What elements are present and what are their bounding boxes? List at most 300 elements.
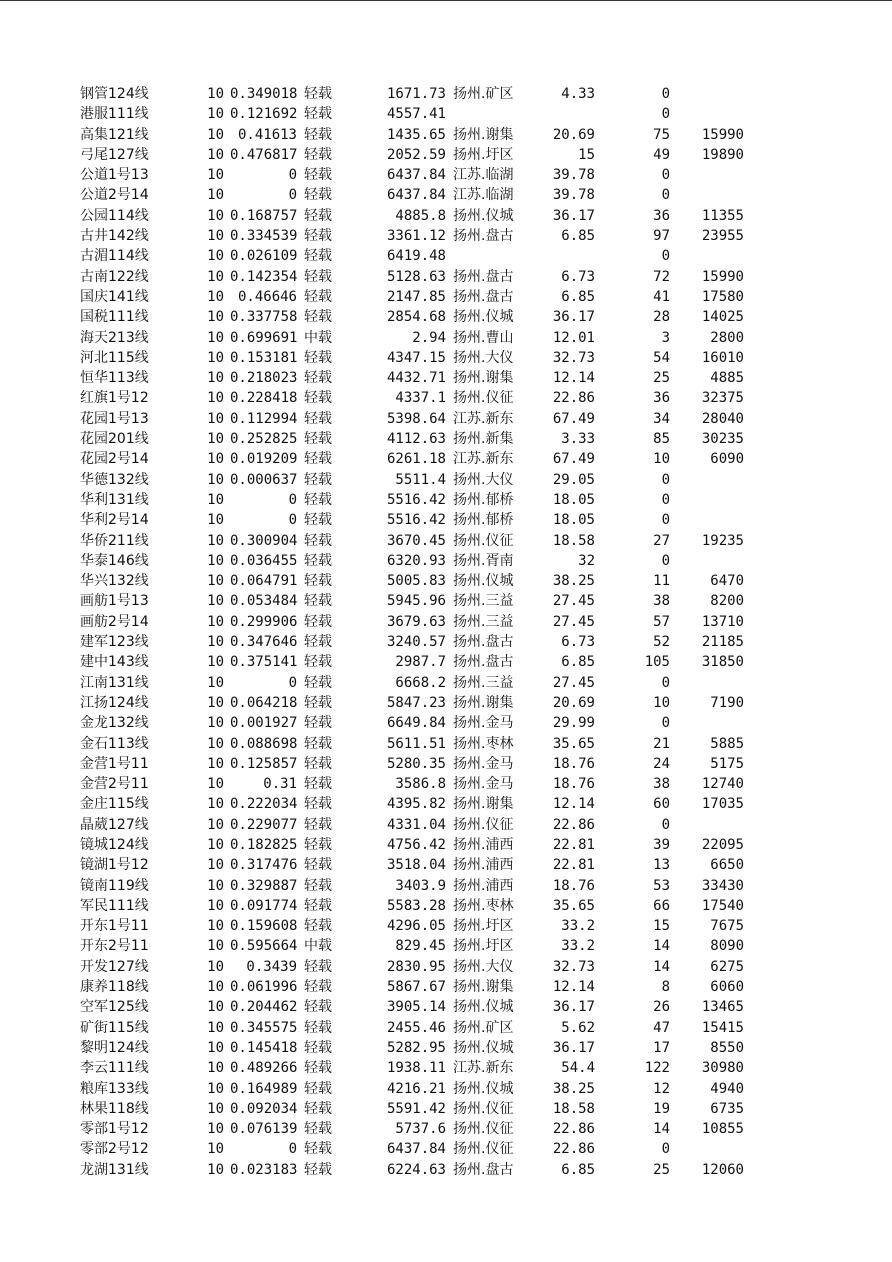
load-status-cell[interactable]: 轻载 bbox=[304, 857, 332, 874]
length-cell[interactable]: 18.05 bbox=[552, 491, 595, 508]
line-name-cell[interactable]: 建军123线 bbox=[80, 634, 149, 651]
capacity-kva-cell[interactable]: 10855 bbox=[701, 1121, 744, 1138]
length-cell[interactable]: 27.45 bbox=[552, 613, 595, 630]
line-name-cell[interactable]: 开发127线 bbox=[80, 958, 149, 975]
length-cell[interactable]: 4.33 bbox=[561, 86, 595, 102]
transformer-count-cell[interactable]: 13 bbox=[653, 857, 670, 874]
substation-cell[interactable]: 扬州.仪征 bbox=[453, 1121, 514, 1138]
spare-capacity-cell[interactable]: 4395.82 bbox=[386, 796, 446, 813]
load-status-cell[interactable]: 轻载 bbox=[304, 167, 332, 184]
line-name-cell[interactable]: 河北115线 bbox=[80, 349, 149, 366]
load-rate-cell[interactable]: 0.334539 bbox=[230, 228, 298, 245]
line-name-cell[interactable]: 康养118线 bbox=[80, 979, 149, 996]
voltage-cell[interactable]: 10 bbox=[207, 715, 224, 732]
line-name-cell[interactable]: 镜城124线 bbox=[80, 836, 149, 853]
capacity-kva-cell[interactable]: 13710 bbox=[701, 613, 744, 630]
load-rate-cell[interactable]: 0.000637 bbox=[230, 471, 298, 488]
spare-capacity-cell[interactable]: 4756.42 bbox=[386, 836, 446, 853]
transformer-count-cell[interactable]: 0 bbox=[661, 1141, 670, 1158]
line-name-cell[interactable]: 国税111线 bbox=[80, 309, 149, 326]
transformer-count-cell[interactable]: 105 bbox=[644, 654, 670, 671]
substation-cell[interactable]: 扬州.谢集 bbox=[453, 126, 514, 143]
spare-capacity-cell[interactable]: 4337.1 bbox=[395, 390, 446, 407]
capacity-kva-cell[interactable]: 8090 bbox=[710, 938, 744, 955]
substation-cell[interactable]: 扬州.仪征 bbox=[453, 532, 514, 549]
substation-cell[interactable]: 扬州.新集 bbox=[453, 431, 514, 448]
load-status-cell[interactable]: 轻载 bbox=[304, 390, 332, 407]
load-status-cell[interactable]: 轻载 bbox=[304, 918, 332, 935]
voltage-cell[interactable]: 10 bbox=[207, 532, 224, 549]
length-cell[interactable]: 32.73 bbox=[552, 958, 595, 975]
substation-cell[interactable]: 江苏.临湖 bbox=[453, 167, 514, 184]
length-cell[interactable]: 12.14 bbox=[552, 796, 595, 813]
load-rate-cell[interactable]: 0.489266 bbox=[230, 1060, 298, 1077]
spare-capacity-cell[interactable]: 3670.45 bbox=[386, 532, 446, 549]
load-rate-cell[interactable]: 0.349018 bbox=[230, 86, 298, 102]
substation-cell[interactable]: 扬州.枣林 bbox=[453, 897, 514, 914]
substation-cell[interactable]: 扬州.郁桥 bbox=[453, 512, 514, 529]
load-status-cell[interactable]: 中载 bbox=[304, 329, 332, 346]
load-status-cell[interactable]: 轻载 bbox=[304, 1019, 332, 1036]
spare-capacity-cell[interactable]: 4347.15 bbox=[386, 349, 446, 366]
capacity-kva-cell[interactable]: 12740 bbox=[701, 776, 744, 793]
substation-cell[interactable]: 扬州.盘古 bbox=[453, 634, 514, 651]
transformer-count-cell[interactable]: 57 bbox=[653, 613, 670, 630]
voltage-cell[interactable]: 10 bbox=[207, 755, 224, 772]
load-rate-cell[interactable]: 0.036455 bbox=[230, 552, 298, 569]
line-name-cell[interactable]: 金营1号11 bbox=[80, 755, 149, 772]
capacity-kva-cell[interactable]: 6090 bbox=[710, 451, 744, 468]
load-rate-cell[interactable]: 0.229077 bbox=[230, 816, 298, 833]
substation-cell[interactable]: 扬州.金马 bbox=[453, 776, 514, 793]
load-status-cell[interactable]: 轻载 bbox=[304, 674, 332, 691]
length-cell[interactable]: 35.65 bbox=[552, 735, 595, 752]
load-rate-cell[interactable]: 0.300904 bbox=[230, 532, 298, 549]
transformer-count-cell[interactable]: 28 bbox=[653, 309, 670, 326]
capacity-kva-cell[interactable]: 15990 bbox=[701, 268, 744, 285]
transformer-count-cell[interactable]: 21 bbox=[653, 735, 670, 752]
capacity-kva-cell[interactable]: 5885 bbox=[710, 735, 744, 752]
capacity-kva-cell[interactable]: 15990 bbox=[701, 126, 744, 143]
transformer-count-cell[interactable]: 0 bbox=[661, 86, 670, 102]
load-rate-cell[interactable]: 0.345575 bbox=[230, 1019, 298, 1036]
voltage-cell[interactable]: 10 bbox=[207, 187, 224, 204]
spare-capacity-cell[interactable]: 6668.2 bbox=[395, 674, 446, 691]
voltage-cell[interactable]: 10 bbox=[207, 877, 224, 894]
load-status-cell[interactable]: 轻载 bbox=[304, 654, 332, 671]
line-name-cell[interactable]: 华利131线 bbox=[80, 491, 149, 508]
load-rate-cell[interactable]: 0.026109 bbox=[230, 248, 298, 265]
capacity-kva-cell[interactable]: 6275 bbox=[710, 958, 744, 975]
spare-capacity-cell[interactable]: 6419.48 bbox=[386, 248, 446, 265]
load-rate-cell[interactable]: 0.41613 bbox=[237, 126, 297, 143]
substation-cell[interactable]: 扬州.大仪 bbox=[453, 958, 514, 975]
transformer-count-cell[interactable]: 0 bbox=[661, 187, 670, 204]
length-cell[interactable]: 22.86 bbox=[552, 816, 595, 833]
line-name-cell[interactable]: 龙湖131线 bbox=[80, 1161, 149, 1178]
line-name-cell[interactable]: 黎明124线 bbox=[80, 1039, 149, 1056]
substation-cell[interactable]: 扬州.胥南 bbox=[453, 552, 514, 569]
load-status-cell[interactable]: 轻载 bbox=[304, 999, 332, 1016]
transformer-count-cell[interactable]: 54 bbox=[653, 349, 670, 366]
voltage-cell[interactable]: 10 bbox=[207, 999, 224, 1016]
line-name-cell[interactable]: 矿街115线 bbox=[80, 1019, 149, 1036]
line-name-cell[interactable]: 江南131线 bbox=[80, 674, 149, 691]
capacity-kva-cell[interactable]: 17035 bbox=[701, 796, 744, 813]
voltage-cell[interactable]: 10 bbox=[207, 309, 224, 326]
substation-cell[interactable]: 扬州.仪城 bbox=[453, 573, 514, 590]
load-rate-cell[interactable]: 0 bbox=[288, 491, 297, 508]
line-name-cell[interactable]: 金龙132线 bbox=[80, 715, 149, 732]
voltage-cell[interactable]: 10 bbox=[207, 938, 224, 955]
voltage-cell[interactable]: 10 bbox=[207, 836, 224, 853]
load-rate-cell[interactable]: 0.317476 bbox=[230, 857, 298, 874]
load-rate-cell[interactable]: 0.061996 bbox=[230, 979, 298, 996]
length-cell[interactable]: 22.81 bbox=[552, 857, 595, 874]
load-rate-cell[interactable]: 0.31 bbox=[263, 776, 297, 793]
load-rate-cell[interactable]: 0.228418 bbox=[230, 390, 298, 407]
load-rate-cell[interactable]: 0.091774 bbox=[230, 897, 298, 914]
voltage-cell[interactable]: 10 bbox=[207, 958, 224, 975]
load-rate-cell[interactable]: 0.252825 bbox=[230, 431, 298, 448]
length-cell[interactable]: 67.49 bbox=[552, 451, 595, 468]
length-cell[interactable]: 54.4 bbox=[561, 1060, 595, 1077]
substation-cell[interactable]: 扬州.盘古 bbox=[453, 288, 514, 305]
load-rate-cell[interactable]: 0.112994 bbox=[230, 410, 298, 427]
capacity-kva-cell[interactable]: 21185 bbox=[701, 634, 744, 651]
capacity-kva-cell[interactable]: 30980 bbox=[701, 1060, 744, 1077]
line-name-cell[interactable]: 开东2号11 bbox=[80, 938, 149, 955]
transformer-count-cell[interactable]: 8 bbox=[661, 979, 670, 996]
capacity-kva-cell[interactable]: 32375 bbox=[701, 390, 744, 407]
voltage-cell[interactable]: 10 bbox=[207, 552, 224, 569]
length-cell[interactable]: 18.76 bbox=[552, 755, 595, 772]
load-rate-cell[interactable]: 0.46646 bbox=[237, 288, 297, 305]
load-rate-cell[interactable]: 0.699691 bbox=[230, 329, 298, 346]
line-name-cell[interactable]: 江扬124线 bbox=[80, 694, 149, 711]
load-status-cell[interactable]: 轻载 bbox=[304, 836, 332, 853]
capacity-kva-cell[interactable]: 22095 bbox=[701, 836, 744, 853]
transformer-count-cell[interactable]: 52 bbox=[653, 634, 670, 651]
load-rate-cell[interactable]: 0.222034 bbox=[230, 796, 298, 813]
line-name-cell[interactable]: 恒华113线 bbox=[80, 370, 149, 387]
load-rate-cell[interactable]: 0.182825 bbox=[230, 836, 298, 853]
substation-cell[interactable]: 扬州.仪征 bbox=[453, 1100, 514, 1117]
load-rate-cell[interactable]: 0.164989 bbox=[230, 1080, 298, 1097]
line-name-cell[interactable]: 海天213线 bbox=[80, 329, 149, 346]
spare-capacity-cell[interactable]: 4296.05 bbox=[386, 918, 446, 935]
voltage-cell[interactable]: 10 bbox=[207, 268, 224, 285]
length-cell[interactable]: 6.73 bbox=[561, 268, 595, 285]
load-status-cell[interactable]: 轻载 bbox=[304, 958, 332, 975]
spare-capacity-cell[interactable]: 6437.84 bbox=[386, 167, 446, 184]
load-status-cell[interactable]: 轻载 bbox=[304, 552, 332, 569]
line-name-cell[interactable]: 钢管124线 bbox=[80, 86, 149, 102]
load-rate-cell[interactable]: 0 bbox=[288, 1141, 297, 1158]
spare-capacity-cell[interactable]: 5280.35 bbox=[386, 755, 446, 772]
substation-cell[interactable]: 扬州.三益 bbox=[453, 593, 514, 610]
spare-capacity-cell[interactable]: 5847.23 bbox=[386, 694, 446, 711]
spare-capacity-cell[interactable]: 3240.57 bbox=[386, 634, 446, 651]
voltage-cell[interactable]: 10 bbox=[207, 1121, 224, 1138]
capacity-kva-cell[interactable]: 4940 bbox=[710, 1080, 744, 1097]
load-status-cell[interactable]: 轻载 bbox=[304, 593, 332, 610]
voltage-cell[interactable]: 10 bbox=[207, 288, 224, 305]
load-status-cell[interactable]: 轻载 bbox=[304, 106, 332, 123]
transformer-count-cell[interactable]: 60 bbox=[653, 796, 670, 813]
spare-capacity-cell[interactable]: 2987.7 bbox=[395, 654, 446, 671]
spare-capacity-cell[interactable]: 5591.42 bbox=[386, 1100, 446, 1117]
length-cell[interactable]: 12.14 bbox=[552, 979, 595, 996]
length-cell[interactable]: 18.58 bbox=[552, 532, 595, 549]
voltage-cell[interactable]: 10 bbox=[207, 776, 224, 793]
load-status-cell[interactable]: 轻载 bbox=[304, 694, 332, 711]
spare-capacity-cell[interactable]: 1938.11 bbox=[386, 1060, 446, 1077]
load-status-cell[interactable]: 轻载 bbox=[304, 288, 332, 305]
voltage-cell[interactable]: 10 bbox=[207, 471, 224, 488]
capacity-kva-cell[interactable]: 12060 bbox=[701, 1161, 744, 1178]
transformer-count-cell[interactable]: 0 bbox=[661, 552, 670, 569]
load-status-cell[interactable]: 轻载 bbox=[304, 1121, 332, 1138]
spare-capacity-cell[interactable]: 3518.04 bbox=[386, 857, 446, 874]
spare-capacity-cell[interactable]: 3679.63 bbox=[386, 613, 446, 630]
load-rate-cell[interactable]: 0.347646 bbox=[230, 634, 298, 651]
length-cell[interactable]: 18.76 bbox=[552, 877, 595, 894]
length-cell[interactable]: 20.69 bbox=[552, 126, 595, 143]
spare-capacity-cell[interactable]: 6437.84 bbox=[386, 187, 446, 204]
substation-cell[interactable]: 江苏.临湖 bbox=[453, 187, 514, 204]
load-rate-cell[interactable]: 0.125857 bbox=[230, 755, 298, 772]
line-name-cell[interactable]: 华利2号14 bbox=[80, 512, 149, 529]
voltage-cell[interactable]: 10 bbox=[207, 634, 224, 651]
length-cell[interactable]: 22.86 bbox=[552, 1121, 595, 1138]
load-status-cell[interactable]: 轻载 bbox=[304, 613, 332, 630]
load-status-cell[interactable]: 轻载 bbox=[304, 512, 332, 529]
spare-capacity-cell[interactable]: 4331.04 bbox=[386, 816, 446, 833]
transformer-count-cell[interactable]: 27 bbox=[653, 532, 670, 549]
voltage-cell[interactable]: 10 bbox=[207, 349, 224, 366]
line-name-cell[interactable]: 古井142线 bbox=[80, 228, 149, 245]
voltage-cell[interactable]: 10 bbox=[207, 1141, 224, 1158]
length-cell[interactable]: 27.45 bbox=[552, 593, 595, 610]
length-cell[interactable]: 36.17 bbox=[552, 207, 595, 224]
load-rate-cell[interactable]: 0.142354 bbox=[230, 268, 298, 285]
voltage-cell[interactable]: 10 bbox=[207, 410, 224, 427]
line-name-cell[interactable]: 开东1号11 bbox=[80, 918, 149, 935]
length-cell[interactable]: 3.33 bbox=[561, 431, 595, 448]
spare-capacity-cell[interactable]: 5282.95 bbox=[386, 1039, 446, 1056]
substation-cell[interactable]: 扬州.矿区 bbox=[453, 1019, 514, 1036]
voltage-cell[interactable]: 10 bbox=[207, 918, 224, 935]
voltage-cell[interactable]: 10 bbox=[207, 694, 224, 711]
length-cell[interactable]: 38.25 bbox=[552, 573, 595, 590]
substation-cell[interactable]: 扬州.大仪 bbox=[453, 349, 514, 366]
voltage-cell[interactable]: 10 bbox=[207, 1080, 224, 1097]
transformer-count-cell[interactable]: 36 bbox=[653, 390, 670, 407]
load-status-cell[interactable]: 轻载 bbox=[304, 228, 332, 245]
capacity-kva-cell[interactable]: 6735 bbox=[710, 1100, 744, 1117]
voltage-cell[interactable]: 10 bbox=[207, 613, 224, 630]
line-name-cell[interactable]: 零部1号12 bbox=[80, 1121, 149, 1138]
substation-cell[interactable]: 扬州.三益 bbox=[453, 613, 514, 630]
substation-cell[interactable]: 扬州.盘古 bbox=[453, 268, 514, 285]
line-name-cell[interactable]: 军民111线 bbox=[80, 897, 149, 914]
spare-capacity-cell[interactable]: 1671.73 bbox=[386, 86, 446, 102]
spare-capacity-cell[interactable]: 5583.28 bbox=[386, 897, 446, 914]
spare-capacity-cell[interactable]: 2052.59 bbox=[386, 146, 446, 163]
line-name-cell[interactable]: 港服111线 bbox=[80, 106, 149, 123]
line-name-cell[interactable]: 花园201线 bbox=[80, 431, 149, 448]
length-cell[interactable]: 36.17 bbox=[552, 309, 595, 326]
load-status-cell[interactable]: 轻载 bbox=[304, 1039, 332, 1056]
substation-cell[interactable]: 扬州.浦西 bbox=[453, 857, 514, 874]
voltage-cell[interactable]: 10 bbox=[207, 816, 224, 833]
capacity-kva-cell[interactable]: 8550 bbox=[710, 1039, 744, 1056]
length-cell[interactable]: 6.73 bbox=[561, 634, 595, 651]
load-rate-cell[interactable]: 0.168757 bbox=[230, 207, 298, 224]
voltage-cell[interactable]: 10 bbox=[207, 228, 224, 245]
length-cell[interactable]: 22.86 bbox=[552, 390, 595, 407]
transformer-count-cell[interactable]: 19 bbox=[653, 1100, 670, 1117]
load-rate-cell[interactable]: 0.204462 bbox=[230, 999, 298, 1016]
capacity-kva-cell[interactable]: 31850 bbox=[701, 654, 744, 671]
line-name-cell[interactable]: 空军125线 bbox=[80, 999, 149, 1016]
capacity-kva-cell[interactable]: 17580 bbox=[701, 288, 744, 305]
spare-capacity-cell[interactable]: 5611.51 bbox=[386, 735, 446, 752]
substation-cell[interactable]: 扬州.浦西 bbox=[453, 877, 514, 894]
voltage-cell[interactable]: 10 bbox=[207, 1039, 224, 1056]
substation-cell[interactable]: 扬州.仪征 bbox=[453, 390, 514, 407]
line-name-cell[interactable]: 晶葳127线 bbox=[80, 816, 149, 833]
capacity-kva-cell[interactable]: 5175 bbox=[710, 755, 744, 772]
substation-cell[interactable]: 扬州.大仪 bbox=[453, 471, 514, 488]
length-cell[interactable]: 6.85 bbox=[561, 1161, 595, 1178]
capacity-kva-cell[interactable]: 2800 bbox=[710, 329, 744, 346]
transformer-count-cell[interactable]: 38 bbox=[653, 776, 670, 793]
transformer-count-cell[interactable]: 12 bbox=[653, 1080, 670, 1097]
load-status-cell[interactable]: 轻载 bbox=[304, 370, 332, 387]
load-rate-cell[interactable]: 0.092034 bbox=[230, 1100, 298, 1117]
capacity-kva-cell[interactable]: 6650 bbox=[710, 857, 744, 874]
load-status-cell[interactable]: 轻载 bbox=[304, 86, 332, 102]
spare-capacity-cell[interactable]: 5945.96 bbox=[386, 593, 446, 610]
line-name-cell[interactable]: 古湄114线 bbox=[80, 248, 149, 265]
voltage-cell[interactable]: 10 bbox=[207, 491, 224, 508]
load-status-cell[interactable]: 轻载 bbox=[304, 207, 332, 224]
line-name-cell[interactable]: 金石113线 bbox=[80, 735, 149, 752]
substation-cell[interactable]: 扬州.仪征 bbox=[453, 1141, 514, 1158]
transformer-count-cell[interactable]: 24 bbox=[653, 755, 670, 772]
length-cell[interactable]: 32.73 bbox=[552, 349, 595, 366]
length-cell[interactable]: 20.69 bbox=[552, 694, 595, 711]
substation-cell[interactable]: 扬州.谢集 bbox=[453, 694, 514, 711]
load-status-cell[interactable]: 轻载 bbox=[304, 248, 332, 265]
line-name-cell[interactable]: 镜南119线 bbox=[80, 877, 149, 894]
length-cell[interactable]: 22.81 bbox=[552, 836, 595, 853]
load-rate-cell[interactable]: 0.001927 bbox=[230, 715, 298, 732]
load-status-cell[interactable]: 轻载 bbox=[304, 1141, 332, 1158]
load-status-cell[interactable]: 轻载 bbox=[304, 451, 332, 468]
length-cell[interactable]: 35.65 bbox=[552, 897, 595, 914]
transformer-count-cell[interactable]: 0 bbox=[661, 491, 670, 508]
capacity-kva-cell[interactable]: 16010 bbox=[701, 349, 744, 366]
length-cell[interactable]: 39.78 bbox=[552, 167, 595, 184]
transformer-count-cell[interactable]: 14 bbox=[653, 958, 670, 975]
substation-cell[interactable]: 扬州.仪城 bbox=[453, 309, 514, 326]
capacity-kva-cell[interactable]: 17540 bbox=[701, 897, 744, 914]
load-status-cell[interactable]: 轻载 bbox=[304, 309, 332, 326]
transformer-count-cell[interactable]: 49 bbox=[653, 146, 670, 163]
line-name-cell[interactable]: 华兴132线 bbox=[80, 573, 149, 590]
capacity-kva-cell[interactable]: 28040 bbox=[701, 410, 744, 427]
length-cell[interactable]: 15 bbox=[578, 146, 595, 163]
substation-cell[interactable]: 扬州.谢集 bbox=[453, 979, 514, 996]
spare-capacity-cell[interactable]: 2.94 bbox=[412, 329, 446, 346]
transformer-count-cell[interactable]: 0 bbox=[661, 816, 670, 833]
transformer-count-cell[interactable]: 26 bbox=[653, 999, 670, 1016]
substation-cell[interactable]: 扬州.仪征 bbox=[453, 816, 514, 833]
spare-capacity-cell[interactable]: 2854.68 bbox=[386, 309, 446, 326]
transformer-count-cell[interactable]: 36 bbox=[653, 207, 670, 224]
load-rate-cell[interactable]: 0 bbox=[288, 674, 297, 691]
length-cell[interactable]: 29.05 bbox=[552, 471, 595, 488]
length-cell[interactable]: 38.25 bbox=[552, 1080, 595, 1097]
spare-capacity-cell[interactable]: 3403.9 bbox=[395, 877, 446, 894]
line-name-cell[interactable]: 花园2号14 bbox=[80, 451, 149, 468]
voltage-cell[interactable]: 10 bbox=[207, 796, 224, 813]
load-status-cell[interactable]: 轻载 bbox=[304, 471, 332, 488]
length-cell[interactable]: 6.85 bbox=[561, 228, 595, 245]
load-status-cell[interactable]: 轻载 bbox=[304, 431, 332, 448]
spare-capacity-cell[interactable]: 6224.63 bbox=[386, 1161, 446, 1178]
substation-cell[interactable]: 扬州.谢集 bbox=[453, 370, 514, 387]
capacity-kva-cell[interactable]: 7675 bbox=[710, 918, 744, 935]
voltage-cell[interactable]: 10 bbox=[207, 593, 224, 610]
transformer-count-cell[interactable]: 0 bbox=[661, 471, 670, 488]
load-status-cell[interactable]: 轻载 bbox=[304, 1060, 332, 1077]
load-status-cell[interactable]: 轻载 bbox=[304, 715, 332, 732]
load-status-cell[interactable]: 轻载 bbox=[304, 796, 332, 813]
length-cell[interactable]: 18.76 bbox=[552, 776, 595, 793]
load-status-cell[interactable]: 轻载 bbox=[304, 1161, 332, 1178]
load-rate-cell[interactable]: 0.595664 bbox=[230, 938, 298, 955]
transformer-count-cell[interactable]: 41 bbox=[653, 288, 670, 305]
transformer-count-cell[interactable]: 75 bbox=[653, 126, 670, 143]
line-name-cell[interactable]: 金营2号11 bbox=[80, 776, 149, 793]
voltage-cell[interactable]: 10 bbox=[207, 654, 224, 671]
spare-capacity-cell[interactable]: 2147.85 bbox=[386, 288, 446, 305]
line-name-cell[interactable]: 公道2号14 bbox=[80, 187, 149, 204]
spare-capacity-cell[interactable]: 4885.8 bbox=[395, 207, 446, 224]
load-status-cell[interactable]: 轻载 bbox=[304, 877, 332, 894]
spare-capacity-cell[interactable]: 1435.65 bbox=[386, 126, 446, 143]
voltage-cell[interactable]: 10 bbox=[207, 167, 224, 184]
load-rate-cell[interactable]: 0.159608 bbox=[230, 918, 298, 935]
line-name-cell[interactable]: 华德132线 bbox=[80, 471, 149, 488]
line-name-cell[interactable]: 红旗1号12 bbox=[80, 390, 149, 407]
voltage-cell[interactable]: 10 bbox=[207, 329, 224, 346]
line-name-cell[interactable]: 画舫2号14 bbox=[80, 613, 149, 630]
voltage-cell[interactable]: 10 bbox=[207, 674, 224, 691]
spare-capacity-cell[interactable]: 5005.83 bbox=[386, 573, 446, 590]
load-rate-cell[interactable]: 0.375141 bbox=[230, 654, 298, 671]
spare-capacity-cell[interactable]: 3905.14 bbox=[386, 999, 446, 1016]
voltage-cell[interactable]: 10 bbox=[207, 431, 224, 448]
voltage-cell[interactable]: 10 bbox=[207, 1161, 224, 1178]
load-status-cell[interactable]: 轻载 bbox=[304, 491, 332, 508]
load-rate-cell[interactable]: 0.023183 bbox=[230, 1161, 298, 1178]
load-status-cell[interactable]: 轻载 bbox=[304, 816, 332, 833]
